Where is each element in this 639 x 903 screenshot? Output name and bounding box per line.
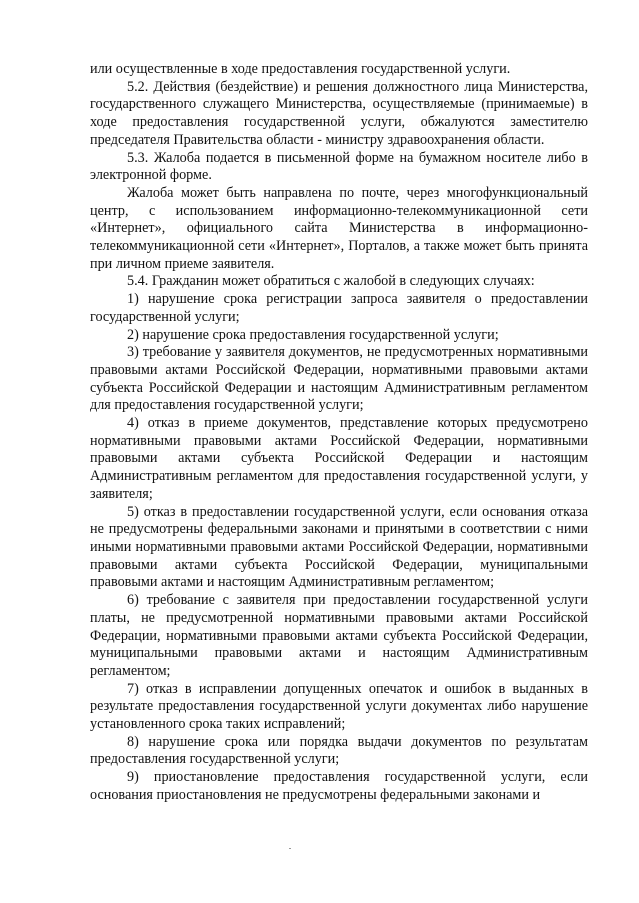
list-item-2: 2) нарушение срока предоставления государственной услуги; bbox=[127, 326, 499, 343]
list-item-4: 4) отказ в приеме документов, представление которых предусмотрено нормативными правовыми актами Российской Федерации, нормативными правовыми актами субъекта Российской Федерации и настоящим Административным регламентом для предоставления государственной услуги, у заявителя; bbox=[90, 415, 588, 502]
paragraph-5-2: 5.2. Действия (бездействие) и решения должностного лица Министерства, государственного служащего Министерства, осуществляемые (принимаемые) в ходе предоставления государственной услуги, обжалуются заместителю председателя Правительства области - министру здравоохранения области. bbox=[90, 78, 588, 148]
paragraph-complaint-channels: Жалоба может быть направлена по почте, через многофункциональный центр, с использованием информационно-телекоммуникационной сети «Интернет», официального сайта Министерства в информационно-телекоммуникационной сети «Интернет», Порталов, а также может быть принята при личном приеме заявителя. bbox=[90, 184, 588, 272]
list-item-9: 9) приостановление предоставления государственной услуги, если основания приостановления не предусмотрены федеральными законами и bbox=[90, 769, 588, 803]
list-item-1: 1) нарушение срока регистрации запроса заявителя о предоставлении государственной услуги; bbox=[90, 291, 588, 325]
list-item-5: 5) отказ в предоставлении государственной услуги, если основания отказа не предусмотрены федеральными законами и принятыми в соответствии с ними иными нормативными правовыми актами Российской Федерации, нормативными правовыми актами субъекта Российской Федерации, муниципальными правовыми актами и настоящим Административным регламентом; bbox=[90, 503, 588, 591]
list-item-3: 3) требование у заявителя документов, не предусмотренных нормативными правовыми актами Российской Федерации, нормативными правовыми актами субъекта Российской Федерации и настоящим Административным регламентом для предоставления государственной услуги; bbox=[90, 344, 588, 414]
list-item-6: 6) требование с заявителя при предоставлении государственной услуги платы, не предусмотренной нормативными правовыми актами Российской Федерации, нормативными правовыми актами субъекта Российской Федерации, муниципальными правовыми актами и настоящим Административным регламентом; bbox=[90, 592, 588, 679]
paragraph-5-3: 5.3. Жалоба подается в письменной форме на бумажном носителе либо в электронной форме. bbox=[90, 149, 588, 184]
list-item-7: 7) отказ в исправлении допущенных опечаток и ошибок в выданных в результате предоставления государственной услуги документах либо нарушение установленного срока таких исправлений; bbox=[90, 680, 588, 733]
list-item-8: 8) нарушение срока или порядка выдачи документов по результатам предоставления государственной услуги; bbox=[90, 733, 588, 768]
document-page bbox=[90, 61, 588, 805]
paragraph-continuation: или осуществленные в ходе предоставления государственной услуги. bbox=[90, 61, 511, 77]
paragraph-5-4: 5.4. Гражданин может обратиться с жалобой в следующих случаях: bbox=[127, 273, 535, 290]
scan-speck bbox=[289, 848, 291, 849]
